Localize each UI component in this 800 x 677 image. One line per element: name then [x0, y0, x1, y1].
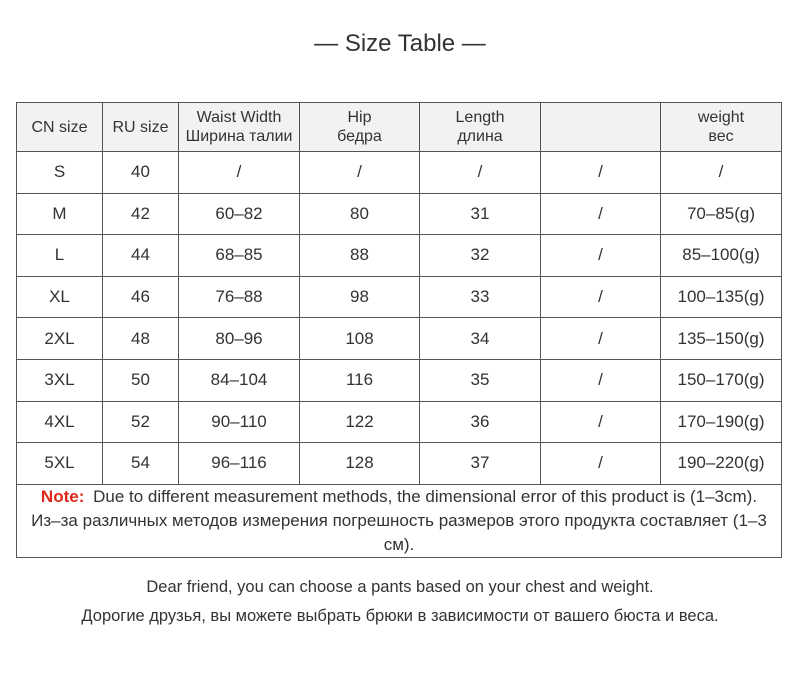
cell-length: 37 [420, 443, 541, 485]
cell-ru-size: 42 [103, 193, 179, 235]
footer-text-ru: Дорогие друзья, вы можете выбрать брюки в зависимости от вашего бюста и веса. [81, 607, 719, 625]
cell-weight: 70–85(g) [661, 193, 782, 235]
cell-blank-col: / [541, 359, 661, 401]
cell-blank-col: / [541, 318, 661, 360]
cell-ru-size: 44 [103, 235, 179, 277]
cell-hip: / [300, 152, 420, 194]
cell-blank-col: / [541, 443, 661, 485]
header-blank [541, 103, 661, 152]
cell-cn-size: 4XL [17, 401, 103, 443]
cell-waist-width: 76–88 [179, 276, 300, 318]
cell-length: 34 [420, 318, 541, 360]
table-row [17, 359, 782, 401]
cell-length: 31 [420, 193, 541, 235]
header-hip: Hip бедра [300, 103, 420, 152]
header-weight: weight вес [661, 103, 782, 152]
cell-hip: 116 [300, 359, 420, 401]
cell-length: 32 [420, 235, 541, 277]
cell-hip: 108 [300, 318, 420, 360]
cell-ru-size: 52 [103, 401, 179, 443]
table-header-row [17, 103, 782, 152]
cell-ru-size: 50 [103, 359, 179, 401]
cell-weight: 135–150(g) [661, 318, 782, 360]
note-line-en [17, 485, 781, 509]
cell-blank-col: / [541, 276, 661, 318]
cell-waist-width: 60–82 [179, 193, 300, 235]
size-table [16, 102, 782, 558]
cell-hip: 80 [300, 193, 420, 235]
table-row [17, 401, 782, 443]
cell-cn-size: M [17, 193, 103, 235]
cell-ru-size: 46 [103, 276, 179, 318]
cell-weight: 100–135(g) [661, 276, 782, 318]
cell-ru-size: 40 [103, 152, 179, 194]
note-label: Note: [40, 486, 85, 506]
cell-hip: 128 [300, 443, 420, 485]
cell-waist-width: 80–96 [179, 318, 300, 360]
cell-length: 35 [420, 359, 541, 401]
cell-hip: 98 [300, 276, 420, 318]
cell-length: 33 [420, 276, 541, 318]
table-row [17, 193, 782, 235]
cell-weight: 85–100(g) [661, 235, 782, 277]
cell-blank-col: / [541, 401, 661, 443]
note-row [17, 484, 782, 557]
cell-cn-size: 3XL [17, 359, 103, 401]
footer-text-en: Dear friend, you can choose a pants based on your chest and weight. [146, 578, 654, 596]
cell-hip: 88 [300, 235, 420, 277]
cell-length: / [420, 152, 541, 194]
header-cn-size: CN size [17, 103, 103, 152]
cell-cn-size: L [17, 235, 103, 277]
header-length: Length длина [420, 103, 541, 152]
cell-blank-col: / [541, 152, 661, 194]
table-row [17, 276, 782, 318]
cell-weight: / [661, 152, 782, 194]
cell-waist-width: 96–116 [179, 443, 300, 485]
cell-waist-width: 68–85 [179, 235, 300, 277]
cell-waist-width: 90–110 [179, 401, 300, 443]
cell-weight: 170–190(g) [661, 401, 782, 443]
cell-ru-size: 48 [103, 318, 179, 360]
cell-waist-width: / [179, 152, 300, 194]
note-cell [17, 484, 782, 557]
cell-cn-size: 5XL [17, 443, 103, 485]
page-title: — Size Table — [314, 30, 486, 57]
cell-hip: 122 [300, 401, 420, 443]
cell-weight: 190–220(g) [661, 443, 782, 485]
cell-weight: 150–170(g) [661, 359, 782, 401]
table-row [17, 443, 782, 485]
note-text-en: Due to different measurement methods, the dimensional error of this product is (1–3cm). [93, 486, 758, 506]
header-waist-width: Waist Width Ширина талии [179, 103, 300, 152]
table-row [17, 235, 782, 277]
cell-cn-size: 2XL [17, 318, 103, 360]
table-row [17, 318, 782, 360]
cell-blank-col: / [541, 193, 661, 235]
cell-length: 36 [420, 401, 541, 443]
header-ru-size: RU size [103, 103, 179, 152]
cell-cn-size: S [17, 152, 103, 194]
cell-blank-col: / [541, 235, 661, 277]
cell-cn-size: XL [17, 276, 103, 318]
note-text-ru: Из–за различных методов измерения погрешность размеров этого продукта составляет (1–3 см). [31, 510, 767, 554]
cell-waist-width: 84–104 [179, 359, 300, 401]
table-row [17, 152, 782, 194]
cell-ru-size: 54 [103, 443, 179, 485]
